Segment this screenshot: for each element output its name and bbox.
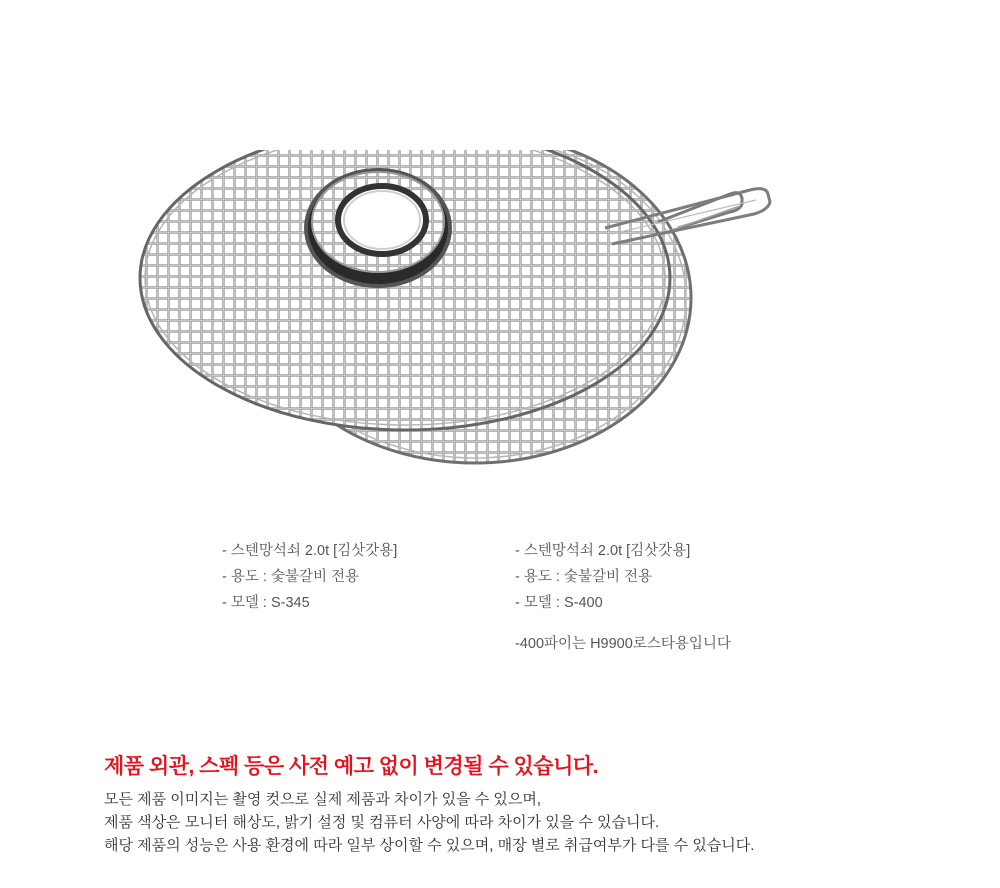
spec-list-s400 (515, 538, 690, 616)
notice-title: 제품 외관, 스펙 등은 사전 예고 없이 변경될 수 있습니다. (104, 755, 598, 778)
notice-line: 모든 제품 이미지는 촬영 컷으로 실제 제품과 차이가 있을 수 있으며, (104, 791, 542, 808)
spec-item: - 용도 : 숯불갈비 전용 (222, 569, 360, 585)
spec-item: - 모델 : S-400 (515, 595, 603, 611)
notice-line: 해당 제품의 성능은 사용 환경에 따라 일부 상이할 수 있으며, 매장 별로 취급여부가 다를 수 있습니다. (104, 837, 755, 854)
product-photo (130, 150, 890, 490)
notice-body (104, 788, 754, 857)
spec-item: - 모델 : S-345 (222, 595, 310, 611)
notice-line: 제품 색상은 모니터 해상도, 밝기 설정 및 컴퓨터 사양에 따라 차이가 있을 수 있습니다. (104, 814, 660, 831)
spec-item: - 스텐망석쇠 2.0t [김삿갓용] (222, 543, 398, 559)
spec-item: - 스텐망석쇠 2.0t [김삿갓용] (515, 543, 691, 559)
spec-note: -400파이는 H9900로스타용입니다 (515, 636, 731, 652)
spec-list-s345 (222, 538, 397, 616)
spec-item: - 용도 : 숯불갈비 전용 (515, 569, 653, 585)
